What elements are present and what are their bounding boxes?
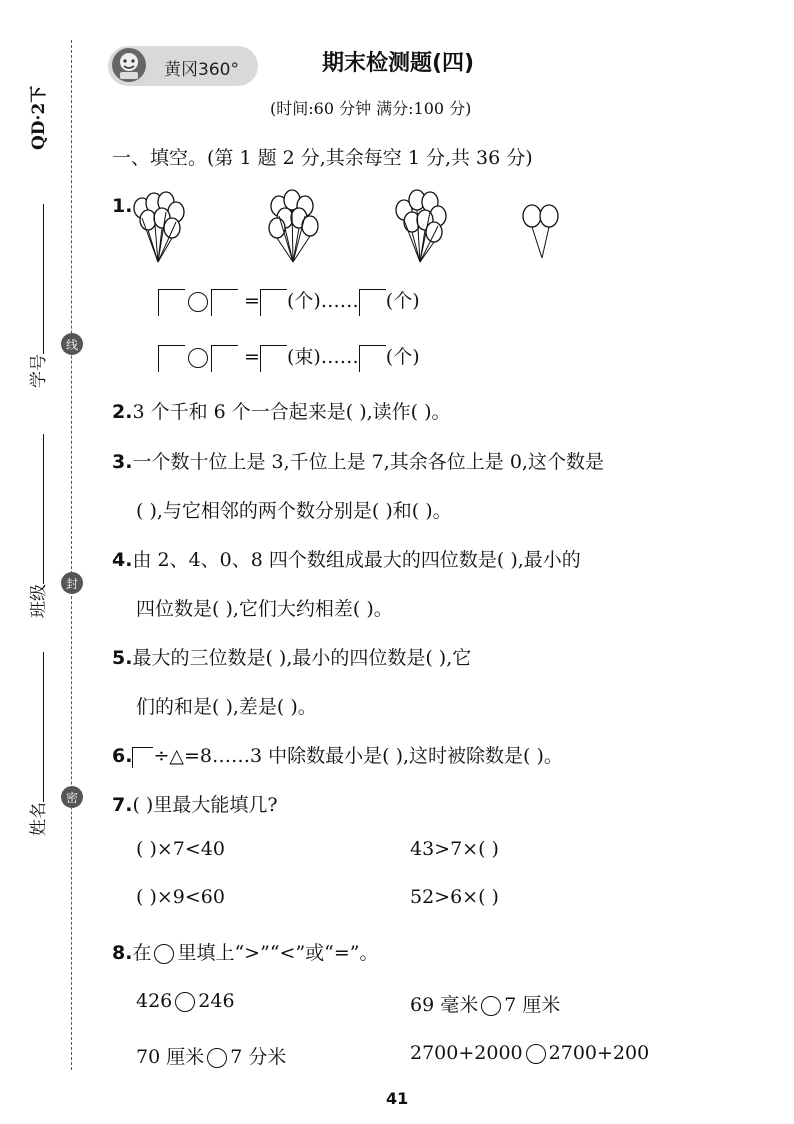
answer-box[interactable] — [260, 289, 287, 316]
class-blank[interactable] — [43, 434, 44, 584]
seal-secret-icon: 密 — [61, 786, 83, 808]
q1-eq2-unit1: (束)…… — [286, 346, 359, 368]
q3-text-2: ( ),与它相邻的两个数分别是( )和( )。 — [136, 500, 452, 522]
page-title: 期末检测题(四) — [322, 51, 475, 76]
q1-eq2-unit2: (个) — [385, 346, 420, 368]
operator-circle[interactable] — [188, 292, 208, 312]
balloon-bunch-icon — [130, 188, 188, 266]
q7-text: ( )里最大能填几? — [132, 794, 278, 816]
compare-circle[interactable] — [175, 992, 195, 1012]
compare-circle — [154, 944, 174, 964]
q2-text: 3 个千和 6 个一合起来是( ),读作( )。 — [132, 401, 451, 423]
q1-equation-2 — [158, 342, 420, 372]
balloon-bunch-icon — [265, 188, 323, 266]
q7 — [112, 790, 278, 817]
seal-seal-icon: 封 — [61, 572, 83, 594]
q8 — [112, 938, 379, 965]
exam-meta: (时间:60 分钟 满分:100 分) — [270, 99, 472, 118]
q3-text-1: 一个数十位上是 3,千位上是 7,其余各位上是 0,这个数是 — [132, 451, 604, 473]
logo-text: 黄冈360° — [164, 60, 239, 80]
q7-item: ( )×9<60 — [136, 886, 225, 908]
q8-item-left: 69 毫米 — [410, 994, 479, 1016]
q5-number: 5. — [112, 647, 133, 669]
q7-item: 52>6×( ) — [410, 886, 499, 908]
balloon-bunch-icon — [392, 188, 450, 266]
q4-number: 4. — [112, 549, 133, 571]
answer-box[interactable] — [260, 345, 287, 372]
q8-item-left: 2700+2000 — [410, 1042, 523, 1064]
q1-eq1-unit1: (个)…… — [286, 290, 359, 312]
edition-label: QD·2下 — [29, 85, 49, 150]
compare-circle[interactable] — [526, 1044, 546, 1064]
class-label: 班级 — [29, 584, 49, 618]
q5-line1 — [112, 643, 471, 670]
q6-text: ÷△=8……3 中除数最小是( ),这时被除数是( )。 — [153, 745, 563, 767]
student-id-label: 学号 — [29, 354, 49, 388]
q8-item-left: 426 — [136, 990, 173, 1012]
two-balloons-icon — [520, 200, 562, 262]
q1-equation-1 — [158, 286, 420, 316]
equals-sign: = — [244, 290, 260, 312]
q8-item — [410, 990, 560, 1017]
seal-line-icon: 线 — [61, 333, 83, 355]
q8-item-right: 7 分米 — [230, 1046, 287, 1068]
q8-item — [136, 1042, 286, 1069]
q4-text-2: 四位数是( ),它们大约相差( )。 — [136, 598, 393, 620]
q8-item-right: 2700+200 — [548, 1042, 650, 1064]
q8-text-before: 在 — [132, 942, 152, 964]
answer-box[interactable] — [158, 345, 185, 372]
page-number: 41 — [386, 1089, 409, 1108]
brand-logo — [108, 46, 258, 86]
compare-circle[interactable] — [481, 996, 501, 1016]
q1-number: 1. — [112, 195, 133, 217]
q8-number: 8. — [112, 942, 133, 964]
q3-line1 — [112, 447, 604, 474]
q5-text-1: 最大的三位数是( ),最小的四位数是( ),它 — [132, 647, 472, 669]
q7-number: 7. — [112, 794, 133, 816]
student-id-blank[interactable] — [43, 204, 44, 354]
q2-number: 2. — [112, 401, 133, 423]
compare-circle[interactable] — [207, 1048, 227, 1068]
q2 — [112, 397, 451, 424]
operator-circle[interactable] — [188, 348, 208, 368]
q8-item — [136, 990, 235, 1012]
mascot-icon — [112, 48, 146, 82]
binding-dashed-line — [71, 40, 72, 1070]
q7-item: 43>7×( ) — [410, 838, 499, 860]
answer-box[interactable] — [211, 289, 238, 316]
name-field — [24, 652, 49, 836]
answer-box[interactable] — [359, 345, 386, 372]
q4-line1 — [112, 545, 581, 572]
q4-text-1: 由 2、4、0、8 四个数组成最大的四位数是( ),最小的 — [132, 549, 581, 571]
q8-text-after: 里填上“>”“<”或“=”。 — [177, 942, 379, 964]
name-label: 姓名 — [29, 802, 49, 836]
q8-item — [410, 1042, 649, 1064]
equals-sign: = — [244, 346, 260, 368]
q5-text-2: 们的和是( ),差是( )。 — [136, 696, 317, 718]
q7-item: ( )×7<40 — [136, 838, 225, 860]
section-heading: 一、填空。(第 1 题 2 分,其余每空 1 分,共 36 分) — [112, 147, 533, 169]
class-field — [24, 434, 49, 618]
q1-eq1-unit2: (个) — [385, 290, 420, 312]
q8-item-right: 246 — [198, 990, 235, 1012]
q3-number: 3. — [112, 451, 133, 473]
answer-box[interactable] — [211, 345, 238, 372]
answer-box[interactable] — [158, 289, 185, 316]
q8-item-right: 7 厘米 — [504, 994, 561, 1016]
q6-number: 6. — [112, 745, 133, 767]
answer-box[interactable] — [359, 289, 386, 316]
name-blank[interactable] — [43, 652, 44, 802]
answer-box[interactable] — [132, 747, 153, 768]
student-id-field — [24, 204, 49, 388]
q6 — [112, 741, 563, 768]
q8-item-left: 70 厘米 — [136, 1046, 205, 1068]
